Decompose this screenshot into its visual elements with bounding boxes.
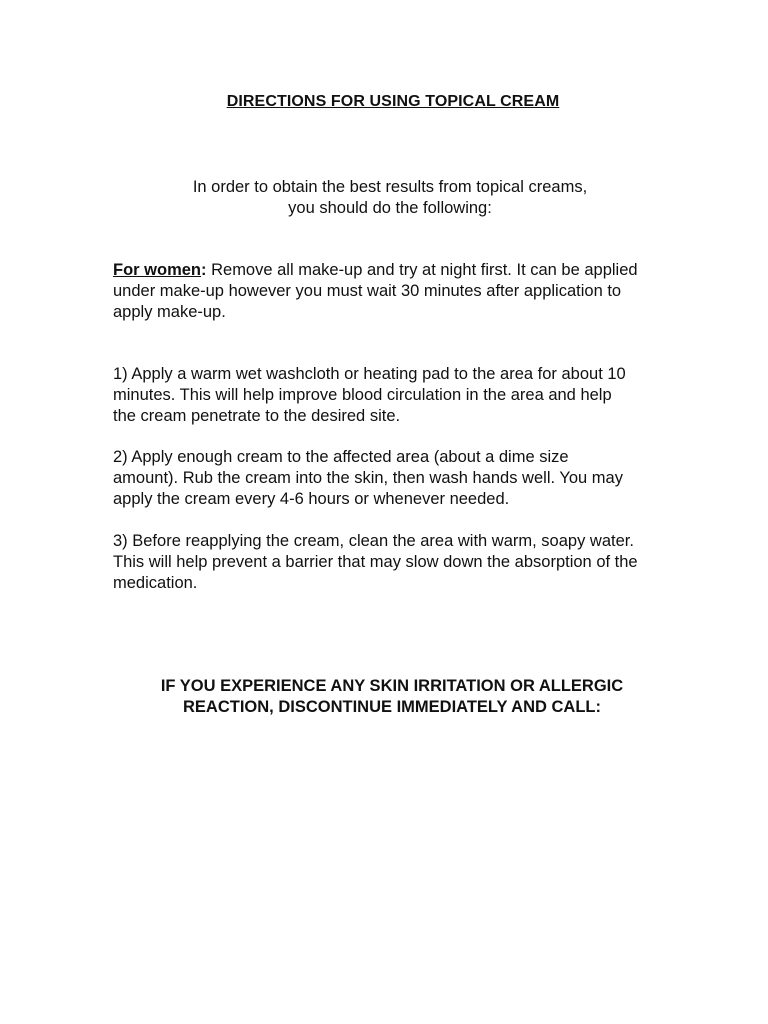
women-line-3: apply make-up. — [113, 303, 226, 321]
women-label — [113, 261, 207, 279]
step-1-line-2: minutes. This will help improve blood circulation in the area and help — [113, 386, 612, 404]
step-2 — [113, 447, 683, 510]
step-2-line-3: apply the cream every 4-6 hours or whenever needed. — [113, 490, 510, 508]
warning-line-2: REACTION, DISCONTINUE IMMEDIATELY AND CALL: — [182, 698, 601, 716]
women-label-text: For women — [113, 261, 202, 279]
intro-line-2: you should do the following: — [288, 199, 492, 217]
step-1-line-1: 1) Apply a warm wet washcloth or heating pad to the area for about 10 — [113, 365, 626, 383]
step-3-line-3: medication. — [113, 574, 198, 592]
women-line-1: Remove all make-up and try at night first. It can be applied — [206, 261, 638, 279]
step-1 — [113, 364, 683, 427]
warning-notice — [0, 676, 768, 718]
women-line-2: under make-up however you must wait 30 minutes after application to — [113, 282, 622, 300]
step-3-line-2: This will help prevent a barrier that may slow down the absorption of the — [113, 553, 638, 571]
document-title: DIRECTIONS FOR USING TOPICAL CREAM — [226, 93, 560, 110]
step-3-line-1: 3) Before reapplying the cream, clean the area with warm, soapy water. — [113, 532, 634, 550]
intro-line-1: In order to obtain the best results from topical creams, — [192, 178, 588, 196]
women-label-colon: : — [201, 261, 207, 279]
intro-text — [0, 177, 768, 219]
step-3 — [113, 531, 683, 594]
step-1-line-3: the cream penetrate to the desired site. — [113, 407, 401, 425]
step-2-line-2: amount). Rub the cream into the skin, then wash hands well. You may — [113, 469, 623, 487]
women-instructions — [113, 260, 683, 323]
warning-line-1: IF YOU EXPERIENCE ANY SKIN IRRITATION OR ALLERGIC — [160, 677, 624, 695]
step-2-line-1: 2) Apply enough cream to the affected area (about a dime size — [113, 448, 569, 466]
